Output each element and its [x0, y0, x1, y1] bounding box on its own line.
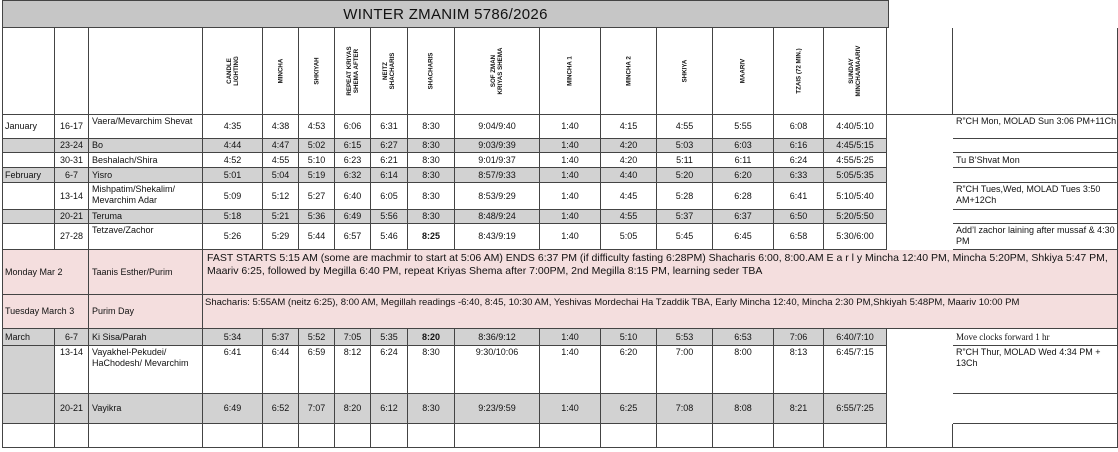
time-cell: 5:55 — [713, 115, 774, 139]
time-cell: 6:15 — [335, 139, 371, 153]
month-cell — [2, 210, 55, 224]
time-cell: 5:01 — [203, 168, 263, 183]
column-header — [335, 28, 371, 115]
time-cell: 4:20 — [601, 139, 657, 153]
special-name-cell: Purim Day — [89, 295, 203, 329]
dates-cell: 16-17 — [55, 115, 89, 139]
special-name-cell: Taanis Esther/Purim — [89, 250, 203, 295]
parsha-cell: Vaera/Mevarchim Shevat — [89, 115, 203, 139]
time-cell: 4:47 — [263, 139, 299, 153]
time-cell: 6:25 — [601, 394, 657, 424]
time-cell: 1:40 — [540, 346, 601, 394]
time-cell: 6:24 — [774, 153, 824, 168]
time-cell: 1:40 — [540, 329, 601, 346]
column-header-label: TZAIS (72 MIN.) — [795, 48, 802, 94]
time-cell: 4:55/5:25 — [824, 153, 887, 168]
note-cell: R”CH Thur, MOLAD Wed 4:34 PM + 13Ch — [953, 346, 1118, 394]
time-cell: 8:30 — [408, 394, 455, 424]
column-header — [203, 28, 263, 115]
time-cell: 5:37 — [263, 329, 299, 346]
empty-cell — [953, 424, 1118, 448]
note-cell: Tu B’Shvat Mon — [953, 153, 1118, 168]
header-blank — [2, 28, 55, 115]
time-cell: 4:40 — [601, 168, 657, 183]
time-cell: 1:40 — [540, 183, 601, 210]
time-cell: 6:40/7:10 — [824, 329, 887, 346]
note-cell — [953, 168, 1118, 183]
empty-cell — [601, 424, 657, 448]
time-cell: 4:45/5:15 — [824, 139, 887, 153]
time-cell: 5:03 — [657, 139, 713, 153]
time-cell: 7:00 — [657, 346, 713, 394]
time-cell: 5:04 — [263, 168, 299, 183]
empty-cell — [657, 424, 713, 448]
time-cell: 7:06 — [774, 329, 824, 346]
column-header — [657, 28, 713, 115]
time-cell: 6:40 — [335, 183, 371, 210]
time-cell: 6:31 — [371, 115, 408, 139]
time-cell: 6:03 — [713, 139, 774, 153]
time-cell: 8:12 — [335, 346, 371, 394]
time-cell: 6:32 — [335, 168, 371, 183]
time-cell: 6:23 — [335, 153, 371, 168]
time-cell: 4:35 — [203, 115, 263, 139]
note-cell: Move clocks forward 1 hr — [953, 329, 1118, 346]
time-cell: 8:21 — [774, 394, 824, 424]
time-cell: 8:30 — [408, 183, 455, 210]
header-blank — [887, 28, 953, 115]
time-cell: 8:30 — [408, 153, 455, 168]
dates-cell: 6-7 — [55, 329, 89, 346]
time-cell: 5:37 — [657, 210, 713, 224]
month-cell — [2, 394, 55, 424]
column-header — [408, 28, 455, 115]
time-cell: 5:56 — [371, 210, 408, 224]
time-cell: 5:53 — [657, 329, 713, 346]
parsha-cell: Ki Sisa/Parah — [89, 329, 203, 346]
time-cell: 8:53/9:29 — [455, 183, 540, 210]
dates-cell: 30-31 — [55, 153, 89, 168]
dates-cell: 13-14 — [55, 183, 89, 210]
dates-cell: 6-7 — [55, 168, 89, 183]
table-title: WINTER ZMANIM 5786/2026 — [2, 0, 889, 28]
time-cell: 8:25 — [408, 224, 455, 250]
parsha-cell: Tetzave/Zachor — [89, 224, 203, 250]
column-header — [263, 28, 299, 115]
time-cell: 6:16 — [774, 139, 824, 153]
empty-cell — [887, 424, 953, 448]
column-header — [371, 28, 408, 115]
time-cell: 7:05 — [335, 329, 371, 346]
empty-cell — [299, 424, 335, 448]
time-cell: 6:33 — [774, 168, 824, 183]
time-cell: 7:08 — [657, 394, 713, 424]
time-cell: 5:05 — [601, 224, 657, 250]
time-cell: 5:28 — [657, 183, 713, 210]
time-cell: 6:44 — [263, 346, 299, 394]
month-cell — [2, 183, 55, 210]
month-cell: March — [2, 329, 55, 346]
time-cell: 1:40 — [540, 210, 601, 224]
special-row — [2, 250, 1118, 295]
column-header-label: SUNDAY MINCHA/MAARIV — [848, 45, 862, 97]
parsha-cell: Bo — [89, 139, 203, 153]
column-header-label: CANDLE LIGHTING — [225, 56, 240, 86]
time-cell: 5:34 — [203, 329, 263, 346]
time-cell: 1:40 — [540, 153, 601, 168]
parsha-cell: Vayikra — [89, 394, 203, 424]
time-cell: 6:06 — [335, 115, 371, 139]
dates-cell: 20-21 — [55, 210, 89, 224]
column-header — [713, 28, 774, 115]
time-cell: 9:01/9:37 — [455, 153, 540, 168]
table-row — [2, 168, 1118, 183]
time-cell: 6:12 — [371, 394, 408, 424]
time-cell: 5:20 — [657, 168, 713, 183]
header-blank — [55, 28, 89, 115]
time-cell: 1:40 — [540, 168, 601, 183]
column-header-label: SHKIYAH — [313, 57, 320, 85]
time-cell: 8:30 — [408, 346, 455, 394]
time-cell: 5:45 — [657, 224, 713, 250]
time-cell: 4:53 — [299, 115, 335, 139]
month-cell — [2, 139, 55, 153]
column-header-label: SOF ZMAN KRIYAS SHEMA — [490, 47, 504, 95]
time-cell: 4:55 — [263, 153, 299, 168]
parsha-cell: Vayakhel-Pekudei/ HaChodesh/ Mevarchim — [89, 346, 203, 394]
time-cell: 6:45/7:15 — [824, 346, 887, 394]
special-day-cell: Tuesday March 3 — [2, 295, 89, 329]
note-cell — [953, 139, 1118, 153]
time-cell: 6:11 — [713, 153, 774, 168]
special-text-cell: FAST STARTS 5:15 AM (some are machmir to start at 5:06 AM) ENDS 6:37 PM (if difficulty fasting 6:28PM) Shacharis 6:00, 8:00.AM E a r l y Mincha 12:40 PM, Mincha 5:20PM, Shkiya 5:47 PM, Maariv 6:25, followed by Megilla 6:40 PM, repeat Kriyas Shema after 7:00PM, 2nd Megilla 8:15 PM, learning seder TBA — [203, 250, 1118, 295]
column-header-label: MINCHA 1 — [566, 56, 574, 86]
empty-cell — [335, 424, 371, 448]
column-header — [601, 28, 657, 115]
month-cell: February — [2, 168, 55, 183]
time-cell: 6:57 — [335, 224, 371, 250]
time-cell: 5:27 — [299, 183, 335, 210]
column-header-label: NEITZ SHACHARIS — [382, 52, 396, 90]
table-row — [2, 329, 1118, 346]
time-cell: 1:40 — [540, 139, 601, 153]
table-row — [2, 346, 1118, 394]
column-header-label: REPEAT KRIYAS SHEMA AFTER — [345, 46, 360, 96]
note-cell: Add’l zachor laining after mussaf & 4:30 PM — [953, 224, 1118, 250]
dates-cell: 13-14 — [55, 346, 89, 394]
table-row — [2, 210, 1118, 224]
table-row — [2, 394, 1118, 424]
month-cell — [2, 346, 55, 394]
time-cell: 4:45 — [601, 183, 657, 210]
empty-cell — [774, 424, 824, 448]
time-cell: 8:43/9:19 — [455, 224, 540, 250]
column-header-label: SHKIYA — [681, 59, 688, 83]
time-cell: 6:37 — [713, 210, 774, 224]
time-cell: 6:52 — [263, 394, 299, 424]
time-cell: 1:40 — [540, 224, 601, 250]
time-cell: 6:24 — [371, 346, 408, 394]
time-cell: 5:35 — [371, 329, 408, 346]
time-cell: 5:12 — [263, 183, 299, 210]
column-header — [455, 28, 540, 115]
empty-cell — [713, 424, 774, 448]
empty-cell — [55, 424, 89, 448]
time-cell: 6:49 — [203, 394, 263, 424]
time-cell: 6:41 — [203, 346, 263, 394]
parsha-cell: Mishpatim/Shekalim/ Mevarchim Adar — [89, 183, 203, 210]
time-cell: 8:08 — [713, 394, 774, 424]
time-cell: 8:20 — [335, 394, 371, 424]
column-header — [299, 28, 335, 115]
column-header-label: SHACHARIS — [427, 52, 435, 90]
time-cell: 5:10 — [299, 153, 335, 168]
time-cell: 6:59 — [299, 346, 335, 394]
note-cell — [953, 210, 1118, 224]
time-cell: 5:20/5:50 — [824, 210, 887, 224]
time-cell: 6:05 — [371, 183, 408, 210]
time-cell: 8:13 — [774, 346, 824, 394]
time-cell: 5:11 — [657, 153, 713, 168]
time-cell: 5:09 — [203, 183, 263, 210]
empty-cell — [408, 424, 455, 448]
time-cell: 6:28 — [713, 183, 774, 210]
time-cell: 6:27 — [371, 139, 408, 153]
time-cell: 6:14 — [371, 168, 408, 183]
note-cell: R”CH Mon, MOLAD Sun 3:06 PM+11Ch — [953, 115, 1118, 139]
empty-cell — [89, 424, 203, 448]
time-cell: 6:53 — [713, 329, 774, 346]
time-cell: 6:08 — [774, 115, 824, 139]
column-header — [540, 28, 601, 115]
dates-cell: 20-21 — [55, 394, 89, 424]
time-cell: 5:18 — [203, 210, 263, 224]
time-cell: 9:23/9:59 — [455, 394, 540, 424]
table-row — [2, 139, 1118, 153]
time-cell: 4:20 — [601, 153, 657, 168]
time-cell: 4:52 — [203, 153, 263, 168]
column-header-label: MAARIV — [739, 58, 747, 84]
time-cell: 4:38 — [263, 115, 299, 139]
empty-cell — [824, 424, 887, 448]
table-row — [2, 424, 1118, 448]
special-text-cell: Shacharis: 5:55AM (neitz 6:25), 8:00 AM, Megillah readings -6:40, 8:45, 10:30 AM, Yeshivas Mordechai Ha Tzaddik TBA, Early Mincha 12:40, Mincha 2:30 PM,Shkiyah 5:48PM, Maariv 10:00 PM — [203, 295, 1118, 329]
empty-cell — [540, 424, 601, 448]
table-row — [2, 224, 1118, 250]
special-day-cell: Monday Mar 2 — [2, 250, 89, 295]
time-cell: 8:30 — [408, 168, 455, 183]
time-cell: 6:50 — [774, 210, 824, 224]
time-cell: 5:21 — [263, 210, 299, 224]
month-cell — [2, 224, 55, 250]
table-border — [2, 28, 3, 448]
header-blank — [89, 28, 203, 115]
note-cell: R”CH Tues,Wed, MOLAD Tues 3:50 AM+12Ch — [953, 183, 1118, 210]
empty-cell — [203, 424, 263, 448]
time-cell: 5:52 — [299, 329, 335, 346]
time-cell: 5:46 — [371, 224, 408, 250]
time-cell: 4:55 — [601, 210, 657, 224]
time-cell: 4:40/5:10 — [824, 115, 887, 139]
time-cell: 8:30 — [408, 139, 455, 153]
time-cell: 7:07 — [299, 394, 335, 424]
time-cell: 9:04/9:40 — [455, 115, 540, 139]
time-cell: 8:57/9:33 — [455, 168, 540, 183]
empty-cell — [455, 424, 540, 448]
column-header — [774, 28, 824, 115]
time-cell: 1:40 — [540, 115, 601, 139]
dates-cell: 23-24 — [55, 139, 89, 153]
time-cell: 5:19 — [299, 168, 335, 183]
header-blank — [953, 28, 1118, 115]
time-cell: 6:49 — [335, 210, 371, 224]
column-header — [824, 28, 887, 115]
note-cell — [953, 394, 1118, 424]
time-cell: 4:55 — [657, 115, 713, 139]
empty-cell — [371, 424, 408, 448]
time-cell: 9:30/10:06 — [455, 346, 540, 394]
time-cell: 5:10/5:40 — [824, 183, 887, 210]
time-cell: 5:36 — [299, 210, 335, 224]
time-cell: 5:44 — [299, 224, 335, 250]
time-cell: 8:36/9:12 — [455, 329, 540, 346]
parsha-cell: Yisro — [89, 168, 203, 183]
empty-cell — [2, 424, 55, 448]
parsha-cell: Teruma — [89, 210, 203, 224]
time-cell: 9:03/9:39 — [455, 139, 540, 153]
month-cell — [2, 153, 55, 168]
time-cell: 5:02 — [299, 139, 335, 153]
time-cell: 6:58 — [774, 224, 824, 250]
time-cell: 5:29 — [263, 224, 299, 250]
parsha-cell: Beshalach/Shira — [89, 153, 203, 168]
time-cell: 8:00 — [713, 346, 774, 394]
time-cell: 4:15 — [601, 115, 657, 139]
column-header-label: MINCHA — [277, 58, 284, 84]
time-cell: 8:30 — [408, 115, 455, 139]
time-cell: 1:40 — [540, 394, 601, 424]
time-cell: 8:30 — [408, 210, 455, 224]
time-cell: 5:10 — [601, 329, 657, 346]
empty-cell — [263, 424, 299, 448]
column-header-label: MINCHA 2 — [625, 56, 632, 86]
time-cell: 4:44 — [203, 139, 263, 153]
time-cell: 5:05/5:35 — [824, 168, 887, 183]
table-row — [2, 183, 1118, 210]
time-cell: 6:41 — [774, 183, 824, 210]
month-cell: January — [2, 115, 55, 139]
dates-cell: 27-28 — [55, 224, 89, 250]
time-cell: 6:20 — [601, 346, 657, 394]
time-cell: 6:21 — [371, 153, 408, 168]
time-cell: 6:55/7:25 — [824, 394, 887, 424]
table-row — [2, 153, 1118, 168]
table-row — [2, 115, 1118, 139]
special-row — [2, 295, 1118, 329]
time-cell: 5:26 — [203, 224, 263, 250]
time-cell: 6:45 — [713, 224, 774, 250]
time-cell: 8:20 — [408, 329, 455, 346]
time-cell: 5:30/6:00 — [824, 224, 887, 250]
header-row — [2, 28, 1118, 115]
time-cell: 6:20 — [713, 168, 774, 183]
time-cell: 8:48/9:24 — [455, 210, 540, 224]
